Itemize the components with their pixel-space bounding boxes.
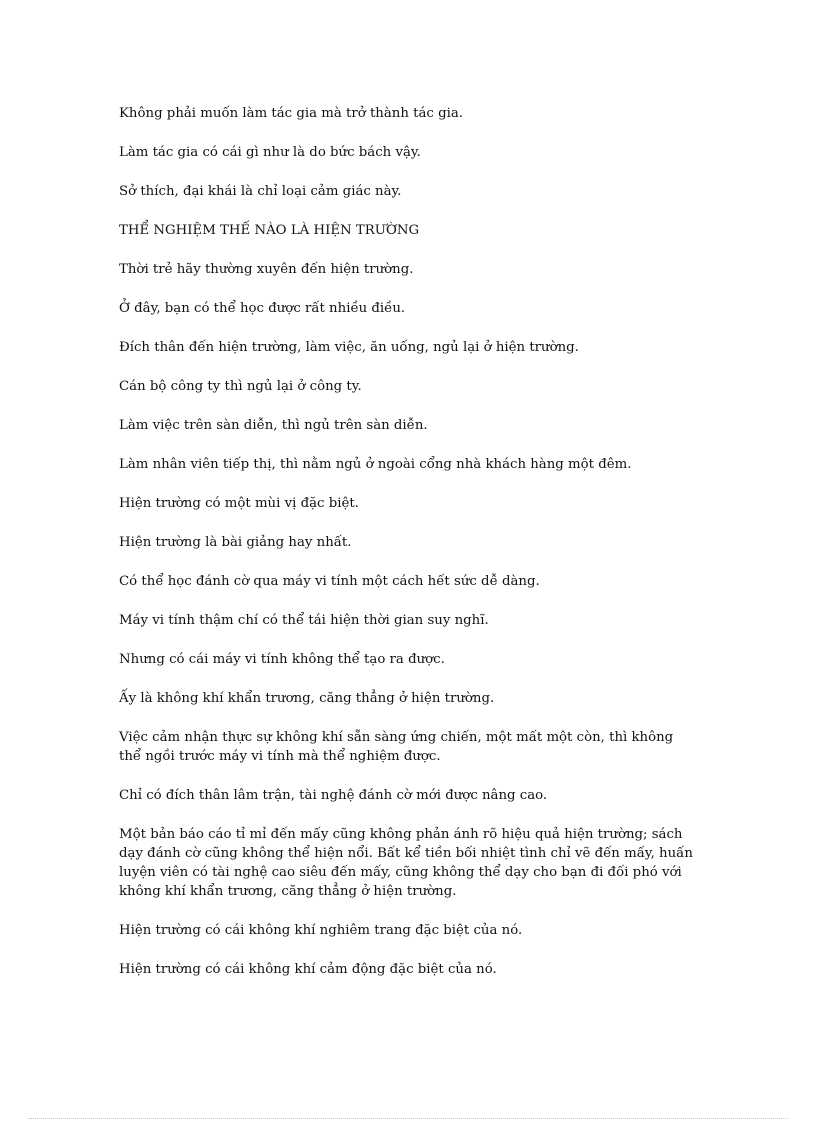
- document-body: [119, 104, 699, 999]
- paragraph-9: Làm việc trên sàn diễn, thì ngủ trên sàn diễn.: [119, 418, 428, 433]
- paragraph-15: Nhưng có cái máy vi tính không thể tạo ra được.: [119, 652, 445, 667]
- paragraph-5: Thời trẻ hãy thường xuyên đến hiện trường.: [119, 262, 414, 277]
- paragraph-20: Hiện trường có cái không khí nghiêm trang đặc biệt của nó.: [119, 923, 523, 938]
- paragraph-16: Ấy là không khí khẩn trương, căng thẳng ở hiện trường.: [119, 691, 495, 706]
- paragraph-13: Có thể học đánh cờ qua máy vi tính một cách hết sức dễ dàng.: [119, 574, 540, 589]
- paragraph-11: Hiện trường có một mùi vị đặc biệt.: [119, 496, 359, 511]
- paragraph-7: Đích thân đến hiện trường, làm việc, ăn uống, ngủ lại ở hiện trường.: [119, 340, 579, 355]
- section-heading: THỂ NGHIỆM THẾ NÀO LÀ HIỆN TRƯỜNG: [119, 223, 420, 238]
- paragraph-18: Chỉ có đích thân lâm trận, tài nghệ đánh cờ mới được nâng cao.: [119, 788, 548, 803]
- paragraph-1: Không phải muốn làm tác gia mà trở thành tác gia.: [119, 106, 464, 121]
- paragraph-21: Hiện trường có cái không khí cảm động đặc biệt của nó.: [119, 962, 497, 977]
- paragraph-2: Làm tác gia có cái gì như là do bức bách vậy.: [119, 145, 421, 160]
- paragraph-3: Sở thích, đại khái là chỉ loại cảm giác này.: [119, 184, 402, 199]
- page-bottom-border: [28, 1118, 788, 1119]
- paragraph-6: Ở đây, bạn có thể học được rất nhiều điều.: [119, 301, 406, 316]
- paragraph-14: Máy vi tính thậm chí có thể tái hiện thời gian suy nghĩ.: [119, 613, 489, 628]
- paragraph-19: Một bản báo cáo tỉ mỉ đến mấy cũng không phản ánh rõ hiệu quả hiện trường; sách dạy đánh cờ cũng không thể hiện nổi. Bất kể tiền bối nhiệt tình chỉ vẽ đến mấy, huấn luyện viên có tài nghệ cao siêu đến mấy, cũng không thể dạy cho bạn đi đối phó với không khí khẩn trương, căng thẳng ở hiện trường.: [119, 827, 693, 899]
- paragraph-12: Hiện trường là bài giảng hay nhất.: [119, 535, 352, 550]
- paragraph-17: Việc cảm nhận thực sự không khí sẵn sàng ứng chiến, một mất một còn, thì không thể ngồi trước máy vi tính mà thể nghiệm được.: [119, 730, 674, 764]
- paragraph-8: Cán bộ công ty thì ngủ lại ở công ty.: [119, 379, 362, 394]
- paragraph-10: Làm nhân viên tiếp thị, thì nằm ngủ ở ngoài cổng nhà khách hàng một đêm.: [119, 457, 632, 472]
